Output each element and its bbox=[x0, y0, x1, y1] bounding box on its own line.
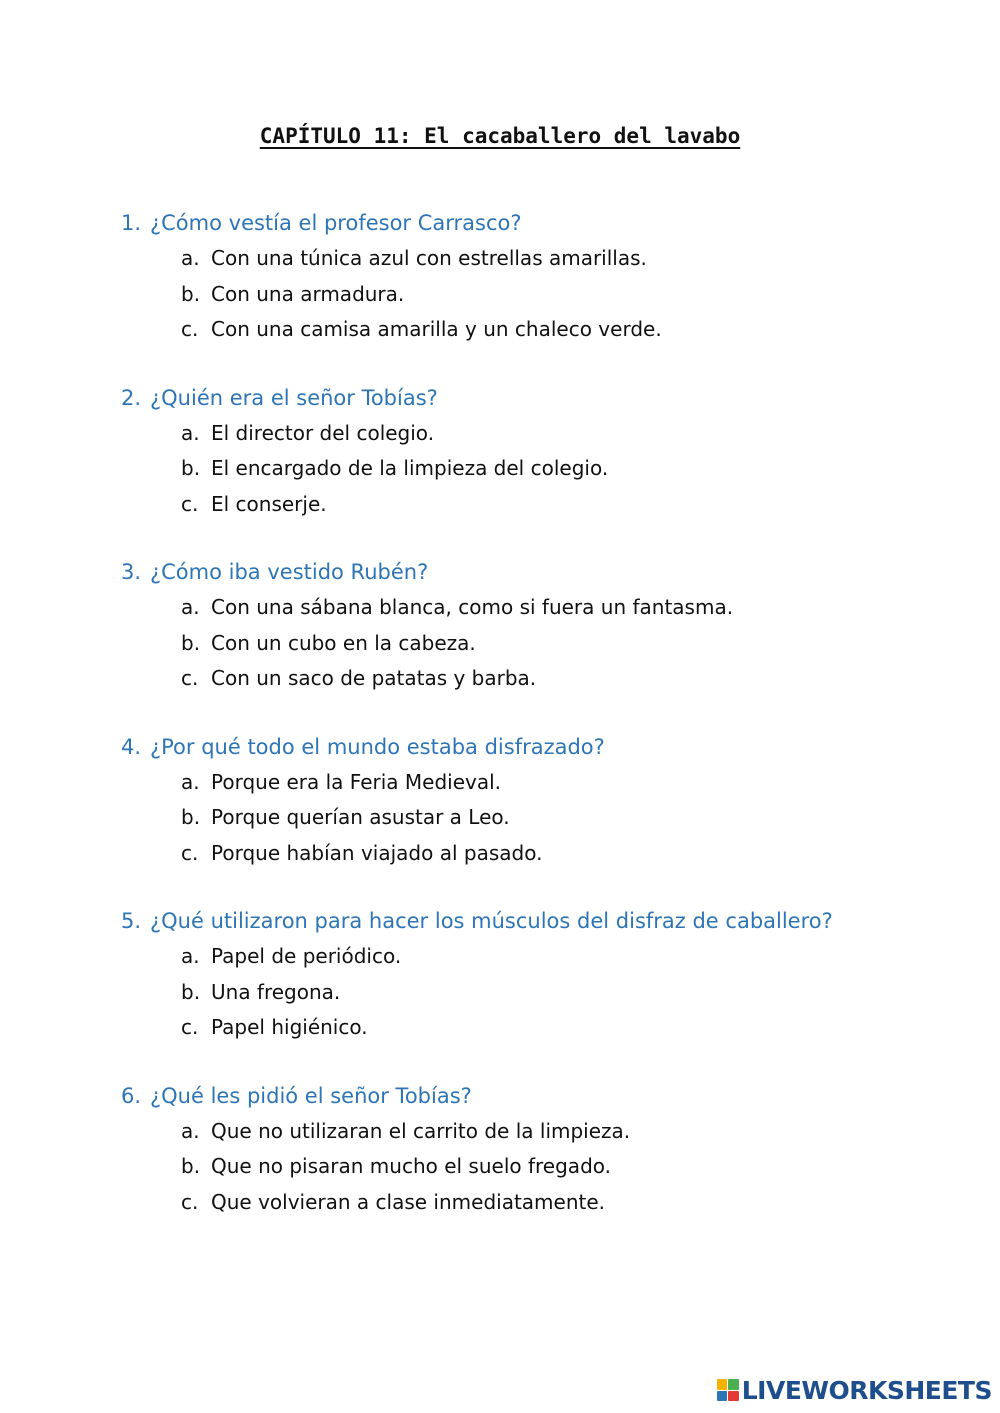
answer-option[interactable] bbox=[0, 1010, 1000, 1046]
question-number: 2. bbox=[121, 385, 142, 410]
answer-letter: c. bbox=[181, 491, 199, 516]
liveworksheets-logo-icon bbox=[717, 1379, 739, 1401]
answer-text: Papel de periódico. bbox=[211, 944, 402, 968]
answer-option[interactable] bbox=[0, 626, 1000, 662]
question-heading bbox=[0, 1078, 1000, 1114]
question-item bbox=[0, 554, 1000, 697]
answer-text: El director del colegio. bbox=[211, 420, 435, 445]
answer-letter: c. bbox=[181, 317, 199, 341]
answer-text: Que volvieran a clase inmediatamente. bbox=[211, 1189, 606, 1214]
question-heading bbox=[0, 380, 1000, 416]
answer-option[interactable] bbox=[0, 1114, 1000, 1150]
question-heading bbox=[0, 729, 1000, 765]
answer-text: Que no pisaran mucho el suelo fregado. bbox=[211, 1154, 611, 1178]
question-heading bbox=[0, 903, 1000, 939]
question-text: ¿Cómo vestía el profesor Carrasco? bbox=[150, 211, 522, 235]
question-number: 4. bbox=[121, 734, 142, 759]
answer-option[interactable] bbox=[0, 939, 1000, 975]
answer-option[interactable] bbox=[0, 277, 1000, 313]
question-text: ¿Qué utilizaron para hacer los músculos del disfraz de caballero? bbox=[150, 909, 833, 933]
answer-text: Porque habían viajado al pasado. bbox=[211, 840, 543, 865]
answer-text: Papel higiénico. bbox=[211, 1015, 368, 1039]
answer-text: Con una armadura. bbox=[211, 281, 405, 306]
page-title: CAPÍTULO 11: El cacaballero del lavabo bbox=[259, 124, 741, 148]
answer-letter: a. bbox=[181, 420, 200, 445]
question-list bbox=[0, 205, 1000, 1252]
answer-letter: b. bbox=[181, 281, 201, 306]
question-number: 3. bbox=[121, 560, 142, 584]
answer-option[interactable] bbox=[0, 765, 1000, 801]
question-item bbox=[0, 380, 1000, 523]
answer-option[interactable] bbox=[0, 1149, 1000, 1185]
answer-letter: b. bbox=[181, 456, 201, 480]
answer-text: Con un cubo en la cabeza. bbox=[211, 630, 476, 655]
question-item bbox=[0, 205, 1000, 348]
answer-option[interactable] bbox=[0, 975, 1000, 1011]
answer-text: Con una sábana blanca, como si fuera un fantasma. bbox=[211, 595, 734, 619]
answer-letter: a. bbox=[181, 1118, 200, 1143]
answer-text: Que no utilizaran el carrito de la limpieza. bbox=[211, 1118, 631, 1143]
answer-list bbox=[0, 241, 1000, 348]
answer-text: Con un saco de patatas y barba. bbox=[211, 666, 537, 690]
answer-text: Con una túnica azul con estrellas amarillas. bbox=[211, 246, 647, 270]
answer-letter: b. bbox=[181, 630, 201, 655]
answer-option[interactable] bbox=[0, 451, 1000, 487]
answer-text: Porque era la Feria Medieval. bbox=[211, 769, 502, 794]
answer-option[interactable] bbox=[0, 416, 1000, 452]
answer-letter: b. bbox=[181, 805, 201, 829]
answer-letter: b. bbox=[181, 979, 201, 1004]
answer-option[interactable] bbox=[0, 1185, 1000, 1221]
answer-option[interactable] bbox=[0, 590, 1000, 626]
answer-letter: a. bbox=[181, 246, 200, 270]
answer-option[interactable] bbox=[0, 836, 1000, 872]
question-item bbox=[0, 1078, 1000, 1221]
answer-option[interactable] bbox=[0, 800, 1000, 836]
question-text: ¿Quién era el señor Tobías? bbox=[150, 385, 438, 410]
question-number: 1. bbox=[121, 211, 142, 235]
answer-list bbox=[0, 1114, 1000, 1221]
liveworksheets-logo-text: LIVEWORKSHEETS bbox=[741, 1375, 992, 1405]
answer-list bbox=[0, 765, 1000, 872]
answer-option[interactable] bbox=[0, 487, 1000, 523]
answer-text: Con una camisa amarilla y un chaleco verde. bbox=[211, 317, 662, 341]
answer-letter: c. bbox=[181, 1015, 199, 1039]
answer-text: El encargado de la limpieza del colegio. bbox=[211, 456, 609, 480]
answer-option[interactable] bbox=[0, 312, 1000, 348]
answer-letter: c. bbox=[181, 1189, 199, 1214]
answer-option[interactable] bbox=[0, 241, 1000, 277]
question-text: ¿Por qué todo el mundo estaba disfrazado? bbox=[150, 734, 605, 759]
question-heading bbox=[0, 205, 1000, 241]
answer-letter: c. bbox=[181, 840, 199, 865]
answer-letter: c. bbox=[181, 666, 199, 690]
question-text: ¿Qué les pidió el señor Tobías? bbox=[150, 1083, 472, 1108]
answer-letter: b. bbox=[181, 1154, 201, 1178]
answer-letter: a. bbox=[181, 944, 200, 968]
question-item bbox=[0, 729, 1000, 872]
question-number: 5. bbox=[121, 909, 142, 933]
answer-text: El conserje. bbox=[211, 491, 327, 516]
answer-letter: a. bbox=[181, 769, 200, 794]
answer-list bbox=[0, 939, 1000, 1046]
question-number: 6. bbox=[121, 1083, 142, 1108]
answer-text: Una fregona. bbox=[211, 979, 341, 1004]
question-heading bbox=[0, 554, 1000, 590]
answer-option[interactable] bbox=[0, 661, 1000, 697]
question-text: ¿Cómo iba vestido Rubén? bbox=[150, 560, 429, 584]
question-item bbox=[0, 903, 1000, 1046]
answer-letter: a. bbox=[181, 595, 200, 619]
answer-list bbox=[0, 416, 1000, 523]
answer-text: Porque querían asustar a Leo. bbox=[211, 805, 510, 829]
answer-list bbox=[0, 590, 1000, 697]
liveworksheets-logo bbox=[717, 1375, 992, 1405]
